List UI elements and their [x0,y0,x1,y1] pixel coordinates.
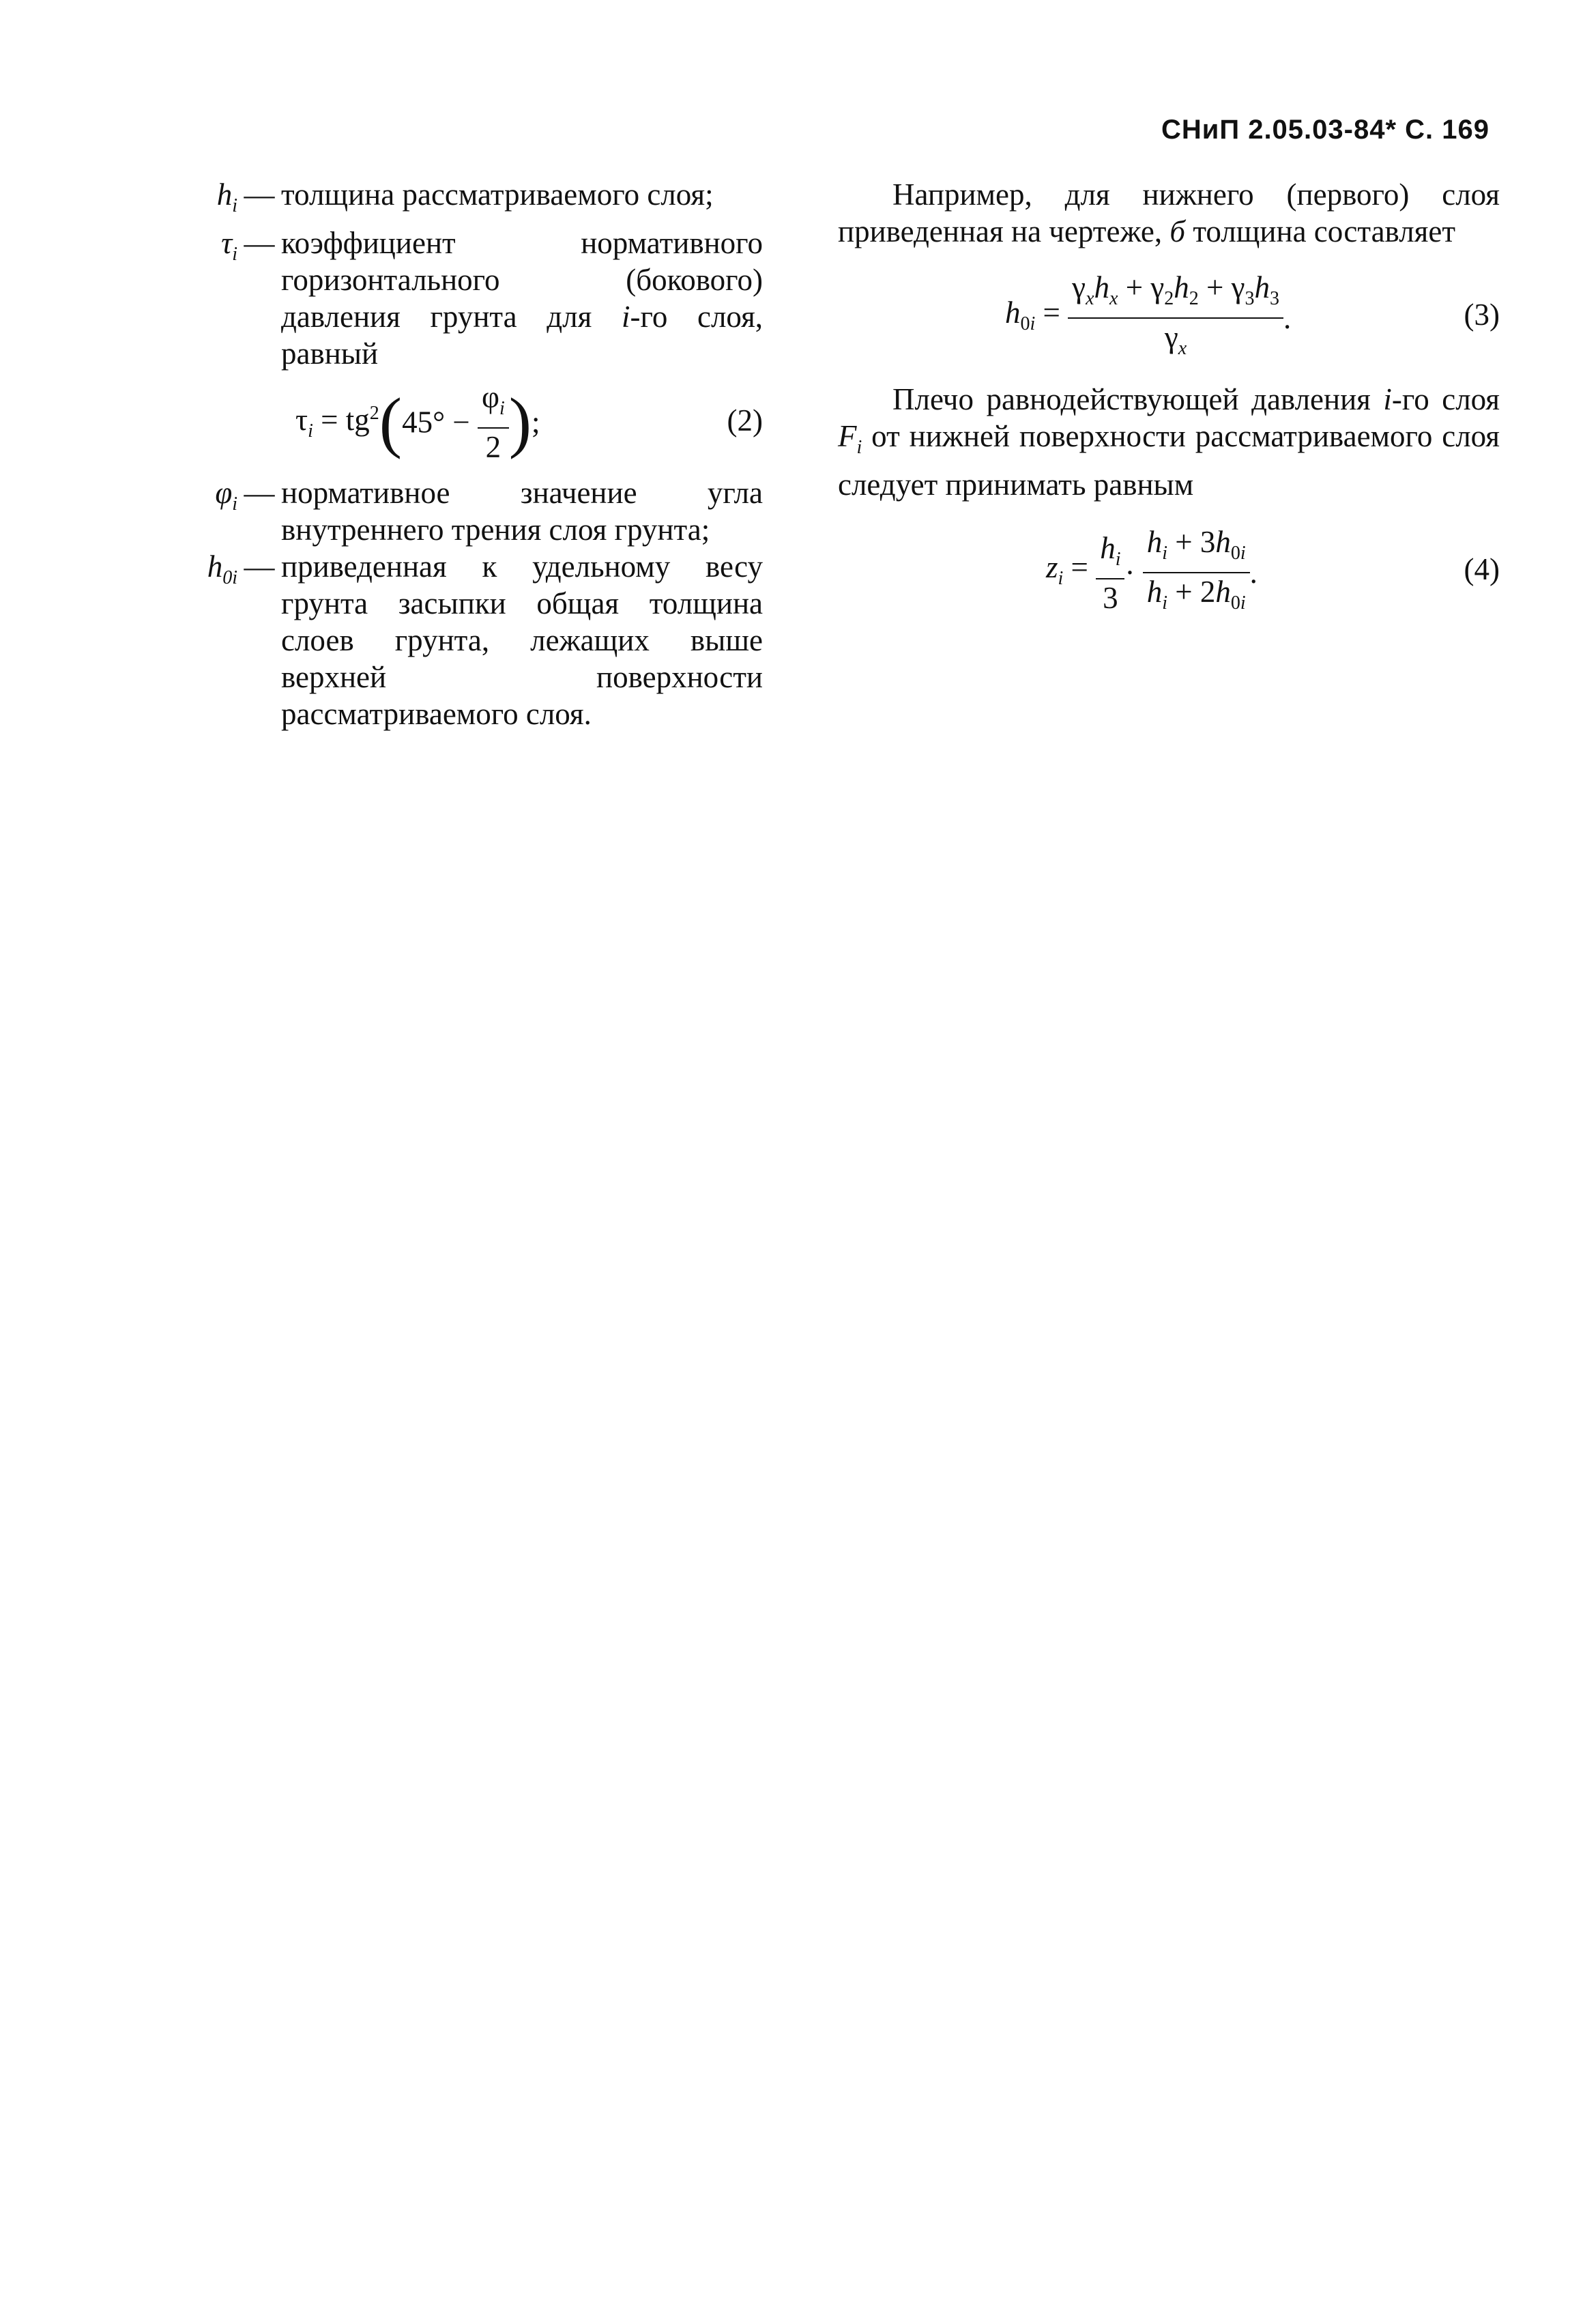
definition-phi-i [169,474,763,548]
equation-2-number: (2) [727,403,763,437]
right-column [838,176,1500,622]
definition-text: нормативное значение угла внутреннего трения слоя грунта; [281,476,763,547]
paragraph-example: Например, для нижнего (первого) слоя приведенная на чертеже, б толщина составляет [838,177,1500,248]
symbol-phi-i: $\varphi_i$ [215,476,237,515]
equation-3-body: $h_{0i}$ = $\frac{\gamma_xh_x + \gamma_2h_2 + \gamma_3h_3}{\gamma_x}$ . [1005,270,1292,359]
left-column [169,176,763,732]
equation-2 [169,376,763,465]
dash: — [244,226,275,260]
equation-4 [838,519,1500,622]
symbol-h-i: $h_i$ [216,177,237,216]
symbol-tau-i: $\tau_i$ [221,226,237,265]
equation-3-number: (3) [1464,298,1500,332]
dash: — [244,476,275,510]
symbol-h0i: $h_{0i}$ [207,549,237,588]
equation-3 [838,265,1500,367]
paragraph-lever-arm: Плечо равнодействующей давления i-го слоя $F_i$ от нижней поверхности рассматриваемого слоя следует принимать равным [838,382,1500,502]
equation-2-body: $\tau_i = tg^2(45^\circ$ − $\frac{\varphi_i}{2}$ ); [295,380,540,464]
page-header: СНиП 2.05.03-84* С. 169 [1161,115,1489,145]
definition-h-i [169,176,763,225]
definition-text: коэффициент нормативного горизонтального (бокового) давления грунта для i-го слоя, равный [281,226,764,371]
definition-h0i [169,548,763,732]
dash: — [244,177,275,212]
definition-tau-i [169,225,763,372]
equation-4-body: $z_i$ = $\frac{h_i}{3}$ · $\frac{h_i + 3h_{0i}}{h_i + 2h_{0i}}$ . [1046,525,1258,615]
dash: — [244,549,275,584]
equation-4-number: (4) [1464,552,1500,586]
definition-text: приведенная к удельному весу грунта засыпки общая толщина слоев грунта, лежащих выше верхней поверхности рассматриваемого слоя. [281,549,763,731]
definition-text: толщина рассматриваемого слоя; [281,177,714,212]
